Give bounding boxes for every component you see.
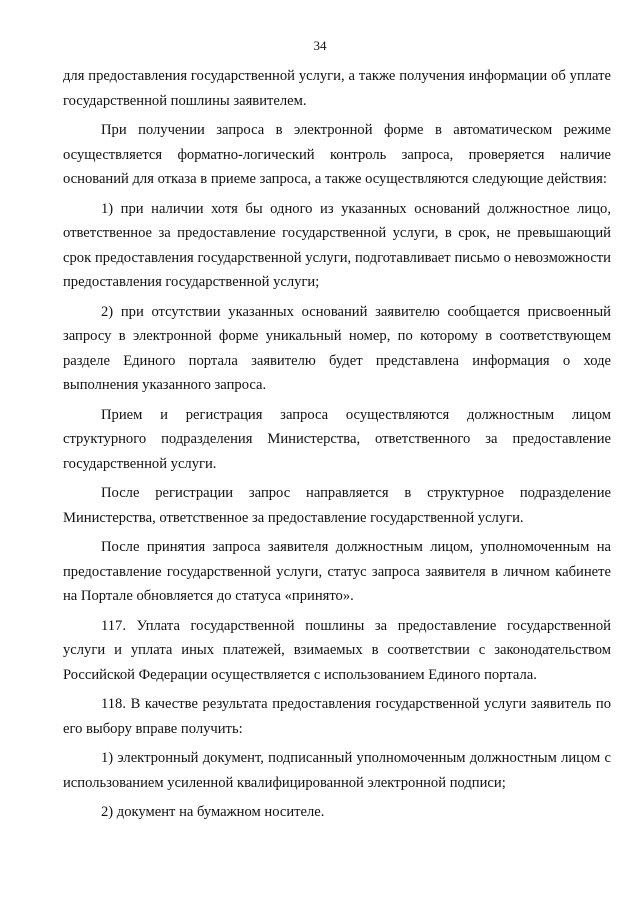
document-body	[63, 64, 611, 825]
paragraph-status-accepted: После принятия запроса заявителя должностным лицом, уполномоченным на предоставление государственной услуги, статус запроса заявителя в личном кабинете на Портале обновляется до статуса «принято».	[63, 539, 611, 604]
paragraph-registration: Прием и регистрация запроса осуществляются должностным лицом структурного подразделения Министерства, ответственного за предоставление государственной услуги.	[63, 406, 611, 472]
paragraph-electronic-request: При получении запроса в электронной форме в автоматическом режиме осуществляется форматно-логический контроль запроса, проверяется наличие оснований для отказа в приеме запроса, а также осуществляются следующие действия:	[63, 122, 611, 187]
paragraph-118-result: 118. В качестве результата предоставления государственной услуги заявитель по его выбору вправе получить:	[63, 696, 611, 737]
paragraph-continuation: для предоставления государственной услуги, а также получения информации об уплате государственной пошлины заявителем.	[63, 68, 611, 109]
paragraph-result-electronic: 1) электронный документ, подписанный уполномоченным должностным лицом с использованием усиленной квалифицированной электронной подписи;	[63, 750, 611, 791]
paragraph-117-payment: 117. Уплата государственной пошлины за предоставление государственной услуги и уплата иных платежей, взимаемых в соответствии с законодательством Российской Федерации осуществляется с использованием Единого портала.	[63, 617, 611, 683]
paragraph-result-paper: 2) документ на бумажном носителе.	[101, 804, 325, 820]
paragraph-item-2-number: 2) при отсутствии указанных оснований заявителю сообщается присвоенный запросу в электронной форме уникальный номер, по которому в соответствующем разделе Единого портала заявителю будет представлена информация о ходе выполнения указанного запроса.	[63, 303, 611, 393]
paragraph-item-1-refusal: 1) при наличии хотя бы одного из указанных оснований должностное лицо, ответственное за предоставление государственной услуги, в срок, не превышающий срок предоставления государственной услуги, подготавливает письмо о невозможности предоставления государственной услуги;	[63, 200, 611, 290]
paragraph-after-registration: После регистрации запрос направляется в структурное подразделение Министерства, ответственное за предоставление государственной услуги.	[63, 485, 611, 526]
page-number: 34	[313, 38, 327, 53]
